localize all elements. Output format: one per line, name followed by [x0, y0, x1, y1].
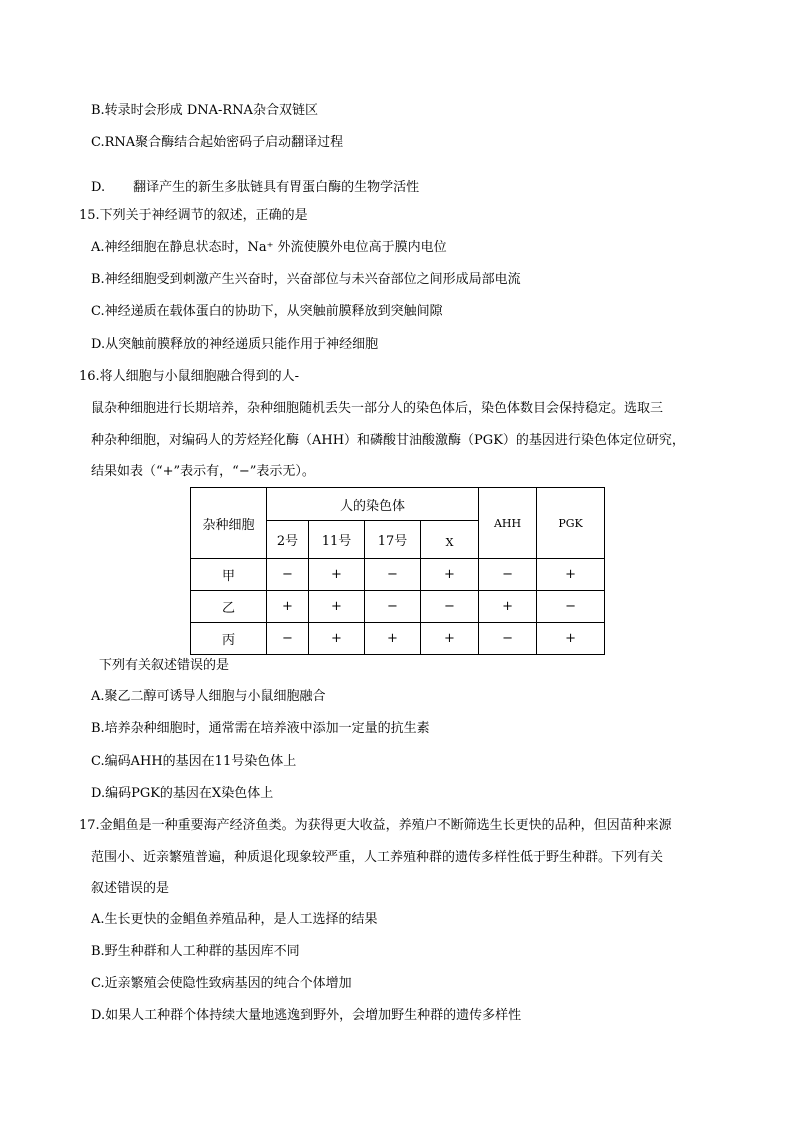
table-cell: +	[365, 623, 421, 655]
table-row-label: 甲	[191, 559, 267, 591]
q14-option-c: C.RNA聚合酶结合起始密码子启动翻译过程	[91, 135, 344, 150]
q16-stem-line2: 鼠杂种细胞进行长期培养，杂种细胞随机丢失一部分人的染色体后，染色体数目会保持稳定。选取三	[91, 401, 664, 416]
q16-option-b: B.培养杂种细胞时，通常需在培养液中添加一定量的抗生素	[91, 721, 430, 736]
q17-stem-line1: 17.金鲳鱼是一种重要海产经济鱼类。为获得更大收益，养殖户不断筛选生长更快的品种，但因苗种来源	[79, 818, 672, 833]
table-cell: −	[365, 591, 421, 623]
q14-option-d	[91, 180, 419, 196]
table-header-ahh: AHH	[479, 488, 537, 559]
q16-option-a: A.聚乙二醇可诱导人细胞与小鼠细胞融合	[91, 689, 326, 704]
q14-option-b: B.转录时会形成 DNA-RNA杂合双链区	[91, 103, 318, 118]
table-cell: −	[267, 623, 309, 655]
table-group-header: 人的染色体	[267, 488, 479, 521]
table-cell: −	[267, 559, 309, 591]
table-row-label: 乙	[191, 591, 267, 623]
q16-option-d: D.编码PGK的基因在X染色体上	[91, 786, 274, 801]
table-cell: −	[479, 623, 537, 655]
q16-stem-line1: 16.将人细胞与小鼠细胞融合得到的人-	[79, 369, 300, 384]
table-cell: +	[537, 623, 605, 655]
table-header-pgk: PGK	[537, 488, 605, 559]
table-header-chr-11: 11号	[309, 521, 365, 559]
q17-option-c: C.近亲繁殖会使隐性致病基因的纯合个体增加	[91, 976, 352, 991]
q15-option-a: A.神经细胞在静息状态时，Na⁺ 外流使膜外电位高于膜内电位	[91, 240, 447, 255]
table-cell: +	[309, 559, 365, 591]
table-header-chr-17: 17号	[365, 521, 421, 559]
q16-option-c: C.编码AHH的基因在11号染色体上	[91, 754, 297, 769]
q14-option-d-text: 翻译产生的新生多肽链具有胃蛋白酶的生物学活性	[133, 180, 420, 195]
q16-stem-line3: 种杂种细胞，对编码人的芳烃羟化酶（AHH）和磷酸甘油酸激酶（PGK）的基因进行染色体定位研究，	[91, 433, 685, 448]
table-row-label: 丙	[191, 623, 267, 655]
q17-option-b: B.野生种群和人工种群的基因库不同	[91, 944, 300, 959]
table-cell: +	[309, 623, 365, 655]
q15-option-d: D.从突触前膜释放的神经递质只能作用于神经细胞	[91, 337, 379, 352]
q17-stem-line3: 叙述错误的是	[91, 881, 170, 896]
table-cell: +	[421, 559, 479, 591]
q16-prompt: 下列有关叙述错误的是	[99, 658, 230, 673]
q15-stem: 15.下列关于神经调节的叙述，正确的是	[79, 208, 308, 223]
table-cell: −	[479, 559, 537, 591]
table-cell: +	[421, 623, 479, 655]
table-row	[191, 591, 605, 623]
table-row	[191, 559, 605, 591]
table-corner-header: 杂种细胞	[191, 488, 267, 559]
q17-stem-line2: 范围小、近亲繁殖普遍，种质退化现象较严重，人工养殖种群的遗传多样性低于野生种群。下列有关	[91, 850, 664, 865]
q17-option-a: A.生长更快的金鲳鱼养殖品种，是人工选择的结果	[91, 912, 378, 927]
table-cell: −	[421, 591, 479, 623]
table-cell: +	[267, 591, 309, 623]
q17-option-d: D.如果人工种群个体持续大量地逃逸到野外，会增加野生种群的遗传多样性	[91, 1008, 522, 1023]
table-cell: +	[479, 591, 537, 623]
table-row	[191, 623, 605, 655]
table-cell: +	[537, 559, 605, 591]
q15-option-b: B.神经细胞受到刺激产生兴奋时，兴奋部位与未兴奋部位之间形成局部电流	[91, 272, 521, 287]
q14-option-d-letter: D.	[91, 180, 106, 195]
table-cell: −	[537, 591, 605, 623]
table-header-chr-2: 2号	[267, 521, 309, 559]
table-header-chr-x: X	[421, 521, 479, 559]
q16-stem-line4: 结果如表（“+”表示有，“−”表示无）。	[91, 464, 315, 479]
q15-option-c: C.神经递质在载体蛋白的协助下，从突触前膜释放到突触间隙	[91, 304, 443, 319]
gene-location-table	[190, 487, 605, 655]
table-cell: +	[309, 591, 365, 623]
table-cell: −	[365, 559, 421, 591]
